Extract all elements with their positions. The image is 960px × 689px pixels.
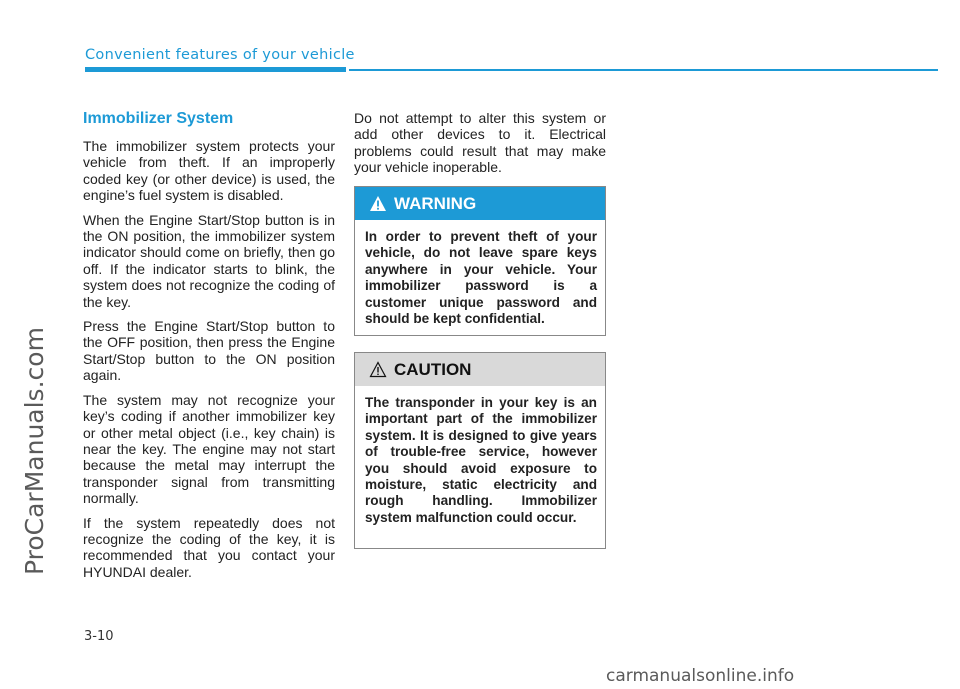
paragraph-indicator: When the Engine Start/Stop button is in the ON position, the immobilizer system indicator should come on briefly, then go off. If the indicator starts to blink, the system does not recognize the coding of the key. [83, 211, 335, 310]
paragraph-do-not-alter: Do not attempt to alter this system or add other devices to it. Electrical problems could result that may make your vehicle inoperable. [354, 110, 606, 176]
caution-header [355, 353, 605, 386]
right-column [354, 110, 606, 176]
warning-label: WARNING [394, 193, 477, 213]
caution-label: CAUTION [394, 359, 472, 379]
page-header-title: Convenient features of your vehicle [85, 47, 355, 63]
caution-triangle-icon [369, 361, 387, 378]
page-number: 3-10 [84, 629, 114, 644]
warning-header [355, 187, 605, 220]
header-bar-thin [349, 69, 938, 71]
paragraph-reset: Press the Engine Start/Stop button to the OFF position, then press the Engine Start/Stop button to the ON position again. [83, 318, 335, 384]
caution-text: The transponder in your key is an important part of the immobilizer system. It is designed to give years of trouble-free service, however you should avoid exposure to moisture, static electricity and rough handling. Immobilizer system malfunction could occur. [365, 395, 597, 525]
warning-triangle-icon [369, 195, 387, 212]
paragraph-intro: The immobilizer system protects your vehicle from theft. If an improperly coded key (or other device) is used, the engine’s fuel system is disabled. [83, 138, 335, 204]
footer-watermark: carmanualsonline.info [606, 666, 795, 686]
paragraph-interference: The system may not recognize your key’s coding if another immobilizer key or other metal object (i.e., key chain) is near the key. The engine may not start because the metal may interrupt the transponder signal from transmitting normally. [83, 391, 335, 507]
section-heading: Immobilizer System [83, 110, 234, 127]
left-column [83, 110, 335, 588]
caution-box [354, 352, 606, 549]
warning-text: In order to prevent theft of your vehicle, do not leave spare keys anywhere in your vehicle. Your immobilizer password is a customer unique password and should be kept confidential. [365, 229, 597, 327]
header-bar-thick [85, 67, 346, 72]
warning-box [354, 186, 606, 336]
side-watermark: ProCarManuals.com [20, 327, 49, 575]
paragraph-dealer: If the system repeatedly does not recognize the coding of the key, it is recommended that you contact your HYUNDAI dealer. [83, 514, 335, 580]
